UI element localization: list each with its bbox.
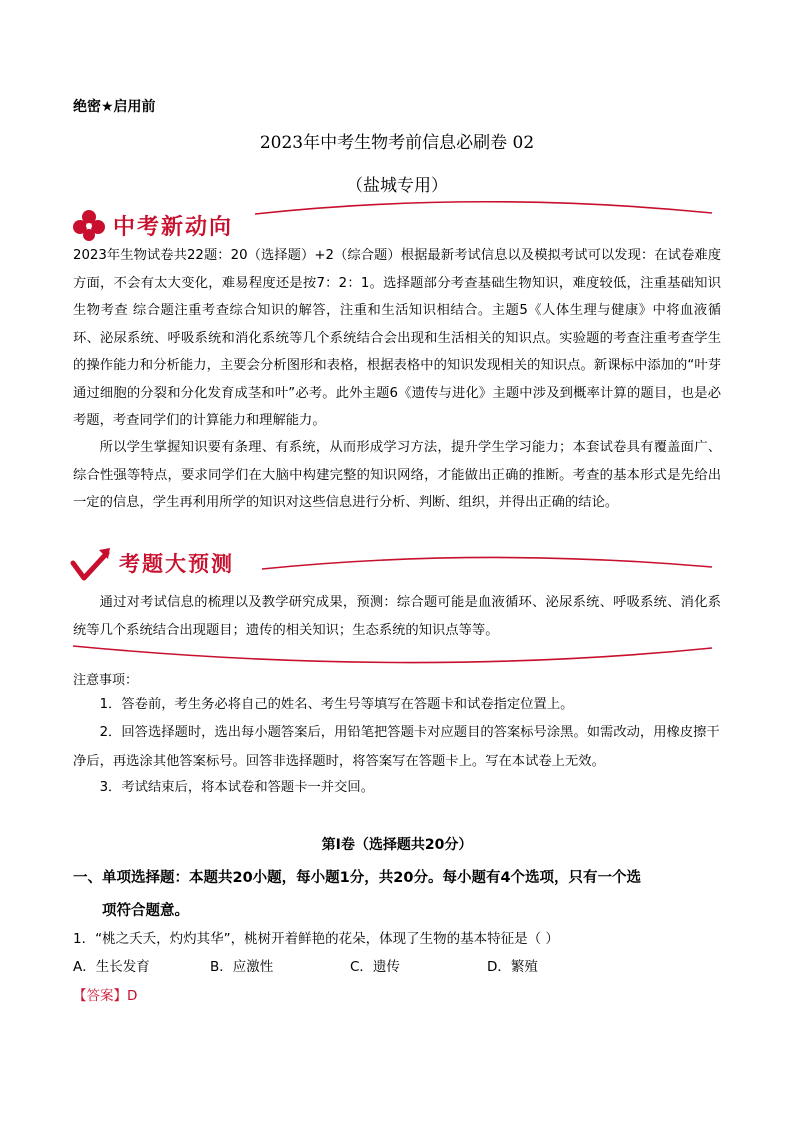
section-heading-forecast: 考题大预测 [119,552,234,576]
answer-label: 【答案】 [73,988,127,1004]
note-item-3: 3．考试结束后，将本试卷和答题卡一并交回。 [99,780,374,795]
option-b: B．应激性 [210,959,274,975]
note-item-1: 1．答卷前，考生务必将自己的姓名、考生号等填写在答题卡和试卷指定位置上。 [99,697,574,712]
option-d: D．繁殖 [487,959,538,975]
option-c: C．遗传 [350,959,400,975]
page-title: 2023年中考生物考前信息必刷卷 02 [259,133,535,153]
question-1-answer [73,984,137,1004]
section-one-heading-line1: 一、单项选择题：本题共20小题，每小题1分，共20分。每小题有4个选项，只有一个选 [73,870,642,886]
answer-value: D [127,988,138,1004]
question-1-options [73,955,538,975]
question-1-stem: 1．“桃之夭夭，灼灼其华”，桃树开着鲜艳的花朵，体现了生物的基本特征是（ ） [73,931,559,947]
section-one-heading [73,862,723,928]
option-a: A．生长发育 [73,959,150,975]
note-item-2: 2．回答选择题时，选出每小题答案后，用铅笔把答题卡对应题目的答案标号涂黑。如需改动，用橡皮擦干净后，再选涂其他答案标号。回答非选择题时，将答案写在答题卡上。写在本试卷上无效。 [73,725,720,769]
section-one-heading-line2: 项符合题意。 [102,903,189,919]
check-arrow-icon [69,545,113,585]
trends-paragraph-1: 2023年生物试卷共22题：20（选择题）+2（综合题）根据最新考试信息以及模拟考试可以发现：在试卷难度方面，不会有太大变化，难易程度还是按7：2：1。选择题部分考查基础生物知识，难度较低，注重基础知识生物考查 综合题注重考查综合知识的解答，注重和生活知识相结合。主题5《人体生理与健康》中将血液循环、泌尿系统、呼吸系统和消化系统等几个系统结合会出现和生活相关的知识点。实验题的考查注重考查学生的操作能力和分析能力，主要会分析图形和表格，根据表格中的知识发现相关的知识点。新课标中添加的“叶芽通过细胞的分裂和分化发育成茎和叶”必考。此外主题6《遗传与进化》主题中涉及到概率计算的题目，也是必考题，考查同学们的计算能力和理解能力。 [73,248,721,428]
forecast-paragraph: 通过对考试信息的梳理以及教学研究成果，预测：综合题可能是血液循环、泌尿系统、呼吸系统、消化系统等几个系统结合出现题目；遗传的相关知识；生态系统的知识点等等。 [73,595,721,638]
notes-label: 注意事项： [73,673,139,688]
part-one-title: 第Ⅰ卷（选择题共20分） [321,837,473,853]
confidential-mark: 绝密★启用前 [73,99,156,115]
clover-icon [71,208,107,244]
section-heading-trends: 中考新动向 [113,215,234,240]
trends-paragraph-2: 所以学生掌握知识要有条理、有系统，从而形成学习方法，提升学生学习能力；本套试卷具有覆盖面广、综合性强等特点，要求同学们在大脑中构建完整的知识网络，才能做出正确的推断。考查的基本形式是先给出一定的信息，学生再利用所学的知识对这些信息进行分析、判断、组织，并得出正确的结论。 [73,440,721,510]
page-subtitle: （盐城专用） [346,176,448,196]
